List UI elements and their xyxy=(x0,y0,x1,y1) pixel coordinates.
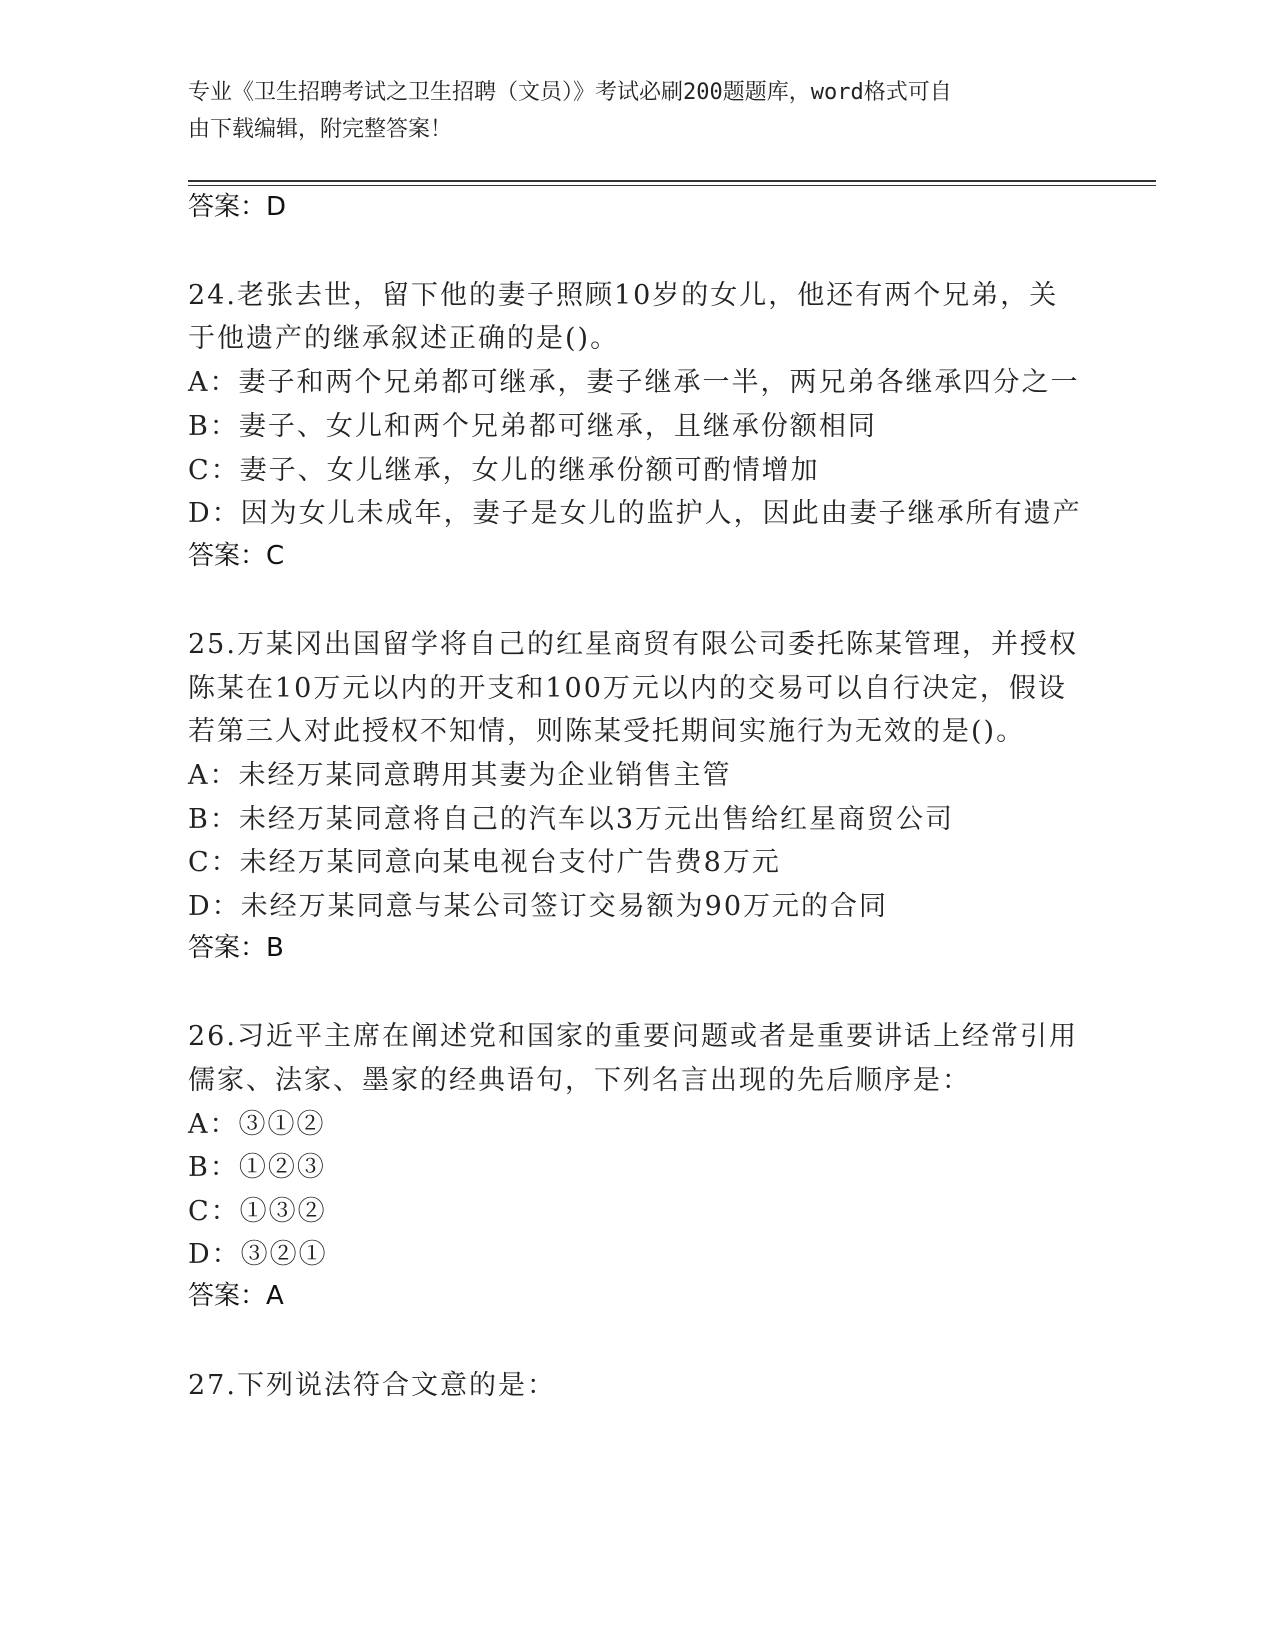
answer-26: 答案：A xyxy=(188,1281,284,1311)
answer-24: 答案：C xyxy=(188,541,285,571)
question-25-stem-line-1: 25.万某冈出国留学将自己的红星商贸有限公司委托陈某管理，并授权 xyxy=(188,629,1078,660)
question-24-stem-line-1: 24.老张去世，留下他的妻子照顾10岁的女儿，他还有两个兄弟，关 xyxy=(188,280,1059,311)
question-27-stem-line-1: 27.下列说法符合文意的是： xyxy=(188,1370,556,1401)
question-26-option-d: D：③②① xyxy=(188,1239,328,1270)
document-header xyxy=(188,74,1088,148)
header-line-2: 由下载编辑，附完整答案！ xyxy=(188,117,453,142)
question-24-option-a: A：妻子和两个兄弟都可继承，妻子继承一半，两兄弟各继承四分之一 xyxy=(188,367,1080,398)
question-26-option-a: A：③①② xyxy=(188,1109,326,1140)
header-divider xyxy=(188,180,1156,182)
question-25-option-c: C：未经万某同意向某电视台支付广告费8万元 xyxy=(188,847,781,878)
question-25-stem-line-3: 若第三人对此授权不知情，则陈某受托期间实施行为无效的是()。 xyxy=(188,716,1026,747)
question-25-option-b: B：未经万某同意将自己的汽车以3万元出售给红星商贸公司 xyxy=(188,804,955,835)
answer-25: 答案：B xyxy=(188,933,284,963)
question-25-option-a: A：未经万某同意聘用其妻为企业销售主管 xyxy=(188,760,732,791)
question-26-stem-line-1: 26.习近平主席在阐述党和国家的重要问题或者是重要讲话上经常引用 xyxy=(188,1021,1078,1052)
question-25-stem-line-2: 陈某在10万元以内的开支和100万元以内的交易可以自行决定，假设 xyxy=(188,673,1067,704)
question-26-option-c: C：①③② xyxy=(188,1196,327,1227)
question-24-option-b: B：妻子、女儿和两个兄弟都可继承，且继承份额相同 xyxy=(188,411,877,442)
answer-23: 答案：D xyxy=(188,192,287,222)
question-25-option-d: D：未经万某同意与某公司签订交易额为90万元的合同 xyxy=(188,891,889,922)
question-24-option-d: D：因为女儿未成年，妻子是女儿的监护人，因此由妻子继承所有遗产 xyxy=(188,498,1082,529)
question-24-option-c: C：妻子、女儿继承，女儿的继承份额可酌情增加 xyxy=(188,455,820,486)
question-26-stem-line-2: 儒家、法家、墨家的经典语句，下列名言出现的先后顺序是： xyxy=(188,1065,971,1096)
question-24-stem-line-2: 于他遗产的继承叙述正确的是()。 xyxy=(188,323,620,354)
question-26-option-b: B：①②③ xyxy=(188,1152,326,1183)
header-divider-thin xyxy=(188,185,1156,186)
header-line-1: 专业《卫生招聘考试之卫生招聘（文员）》考试必刷200题题库，word格式可自 xyxy=(188,80,952,105)
